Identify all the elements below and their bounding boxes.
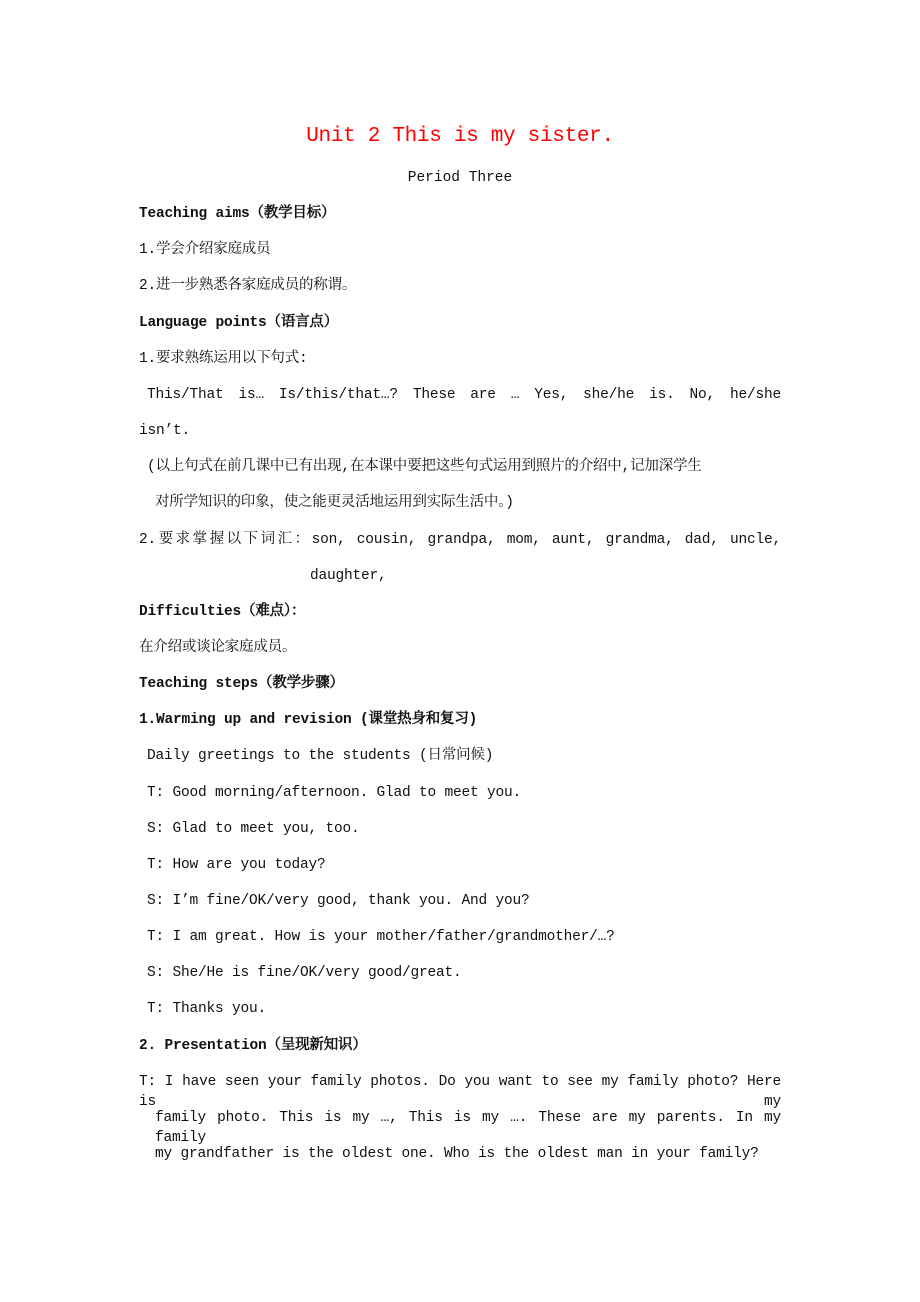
language-point-item-1: 1.要求熟练运用以下句式: xyxy=(139,351,308,367)
vocabulary-list-continued: daughter, xyxy=(310,568,387,584)
language-points-heading: Language points（语言点） xyxy=(139,315,339,331)
sentence-patterns: This/That is… Is/this/that…? These are … Yes, she/he is. No, he/she xyxy=(147,387,781,403)
teaching-aims-heading: Teaching aims（教学目标） xyxy=(139,206,336,222)
difficulties-text: 在介绍或谈论家庭成员。 xyxy=(139,640,297,656)
dialogue-line: S: She/He is fine/OK/very good/great. xyxy=(147,965,462,981)
document-subtitle: Period Three xyxy=(407,170,513,186)
sentence-patterns-continued: isn’t. xyxy=(139,423,191,439)
presentation-text: family photo. This is my …, This is my …. These are my parents. In my family xyxy=(155,1110,781,1146)
document-title: Unit 2 This is my sister. xyxy=(306,125,614,148)
teaching-steps-heading: Teaching steps（教学步骤） xyxy=(139,676,344,692)
dialogue-line: T: How are you today? xyxy=(147,857,326,873)
step-2-heading: 2. Presentation（呈现新知识） xyxy=(139,1038,367,1054)
teaching-aim-item: 2.进一步熟悉各家庭成员的称谓。 xyxy=(139,278,357,294)
difficulties-heading: Difficulties（难点）： xyxy=(139,604,306,620)
sentence-patterns-note: (以上句式在前几课中已有出现,在本课中要把这些句式运用到照片的介绍中,记加深学生 xyxy=(147,459,702,475)
vocabulary-list: 2.要求掌握以下词汇：son, cousin, grandpa, mom, aunt, grandma, dad, uncle, xyxy=(139,532,781,548)
dialogue-line: S: Glad to meet you, too. xyxy=(147,821,360,837)
presentation-text: T: I have seen your family photos. Do you want to see my family photo? Here is my xyxy=(139,1074,781,1110)
dialogue-line: S: I’m fine/OK/very good, thank you. And you? xyxy=(147,893,530,909)
step-1-heading: 1.Warming up and revision (课堂热身和复习) xyxy=(139,712,478,728)
dialogue-line: Daily greetings to the students (日常问候) xyxy=(147,748,494,764)
sentence-patterns-note-continued: 对所学知识的印象，使之能更灵活地运用到实际生活中。) xyxy=(155,495,514,511)
dialogue-line: T: I am great. How is your mother/father/grandmother/…? xyxy=(147,929,615,945)
dialogue-line: T: Thanks you. xyxy=(147,1001,267,1017)
dialogue-line: T: Good morning/afternoon. Glad to meet you. xyxy=(147,785,522,801)
presentation-text: my grandfather is the oldest one. Who is the oldest man in your family? xyxy=(155,1146,759,1162)
teaching-aim-item: 1.学会介绍家庭成员 xyxy=(139,242,271,258)
